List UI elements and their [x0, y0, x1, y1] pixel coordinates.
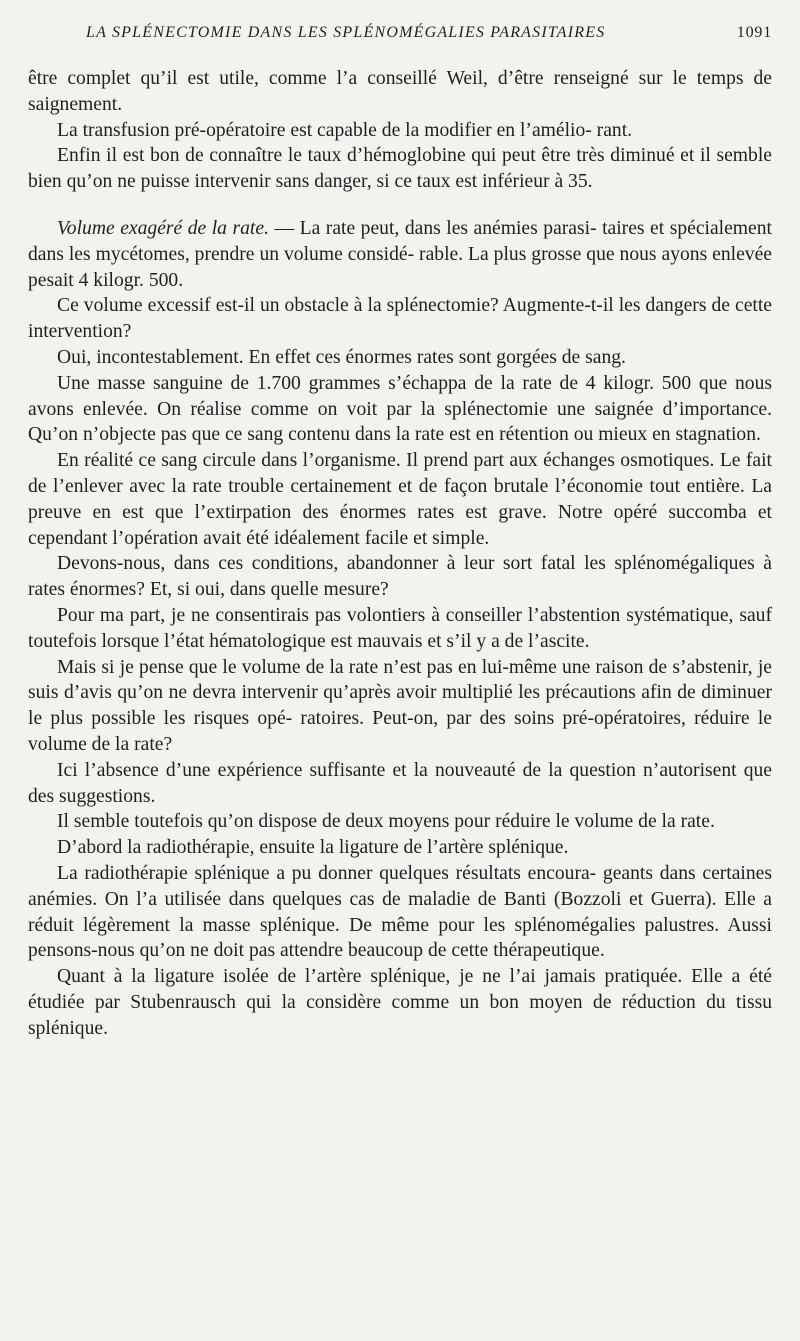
paragraph-7: En réalité ce sang circule dans l’organisme. Il prend part aux échanges osmotiques. Le fait de l’enlever avec la rate trouble certainement et de façon brutale l’économie tout entière. La preuve en est que l’extirpation des énormes rates est grave. Notre opéré succomba et cependant l’opération avait été idéalement facile et simple. [28, 450, 772, 549]
running-title: LA SPLÉNECTOMIE DANS LES SPLÉNOMÉGALIES PARASITAIRES [86, 24, 606, 41]
paragraph-14: La radiothérapie splénique a pu donner quelques résultats encoura- geants dans certaines anémies. On l’a utilisée dans quelques cas de maladie de Banti (Bozzoli et Guerra). Elle a réduit légèrement la masse splénique. De même pour les splénomégalies palustres. Aussi pensons-nous qu’on ne doit pas attendre beaucoup de cette thérapeutique. [28, 862, 772, 962]
paragraph-13: D’abord la radiothérapie, ensuite la ligature de l’artère splénique. [57, 837, 569, 859]
paragraph-15: Quant à la ligature isolée de l’artère splénique, je ne l’ai jamais pratiquée. Elle a été étudiée par Stubenrausch qui la considère comme un bon moyen de réduction du tissu splénique. [28, 966, 772, 1039]
paragraph-2: La transfusion pré-opératoire est capable de la modifier en l’amélio- rant. [57, 119, 633, 141]
main-text [28, 66, 772, 1041]
paragraph-4: Ce volume excessif est-il un obstacle à la splénectomie? Augmente-t-il les dangers de cette intervention? [28, 295, 772, 343]
paragraph-12: Il semble toutefois qu’on dispose de deux moyens pour réduire le volume de la rate. [57, 811, 715, 833]
paragraph-11: Ici l’absence d’une expérience suffisante et la nouveauté de la question n’autorisent que des suggestions. [28, 759, 772, 807]
section-heading-text: — La rate peut, dans les anémies parasi- taires et spécialement dans les mycétomes, prendre un volume considé- rable. La plus grosse que nous ayons enlevée pesait 4 kilogr. 500. [28, 217, 772, 291]
paragraph-10: Mais si je pense que le volume de la rate n’est pas en lui-même une raison de s’abstenir, je suis d’avis qu’on ne devra intervenir qu’après avoir multiplié les précautions afin de diminuer le plus possible les risques opé- ratoires. Peut-on, par des soins pré-opératoires, réduire le volume de la rate? [28, 656, 772, 755]
section-heading: Volume exagéré de la rate. [57, 217, 269, 239]
paragraph-6: Une masse sanguine de 1.700 grammes s’échappa de la rate de 4 kilogr. 500 que nous avons enlevée. On réalise comme on voit par la splénectomie une saignée d’importance. Qu’on n’objecte pas que ce sang contenu dans la rate est en rétention ou mieux en stagnation. [28, 372, 772, 446]
paragraph-9: Pour ma part, je ne consentirais pas volontiers à conseiller l’abstention systématique, sauf toutefois lorsque l’état hématologique est mauvais et s’il y a de l’ascite. [28, 604, 772, 652]
page-number: 1091 [736, 24, 772, 41]
section-heading-paragraph [28, 216, 772, 293]
paragraph-1: être complet qu’il est utile, comme l’a conseillé Weil, d’être renseigné sur le temps de saignement. [28, 68, 772, 115]
paragraph-3: Enfin il est bon de connaître le taux d’hémoglobine qui peut être très diminué et il semble bien qu’on ne puisse intervenir sans danger, si ce taux est inférieur à 35. [28, 145, 772, 193]
section-gap [28, 195, 772, 216]
paragraph-8: Devons-nous, dans ces conditions, abandonner à leur sort fatal les splénomégaliques à rates énormes? Et, si oui, dans quelle mesure? [28, 553, 772, 601]
paragraph-5: Oui, incontestablement. En effet ces énormes rates sont gorgées de sang. [57, 346, 626, 368]
running-header [28, 18, 772, 48]
